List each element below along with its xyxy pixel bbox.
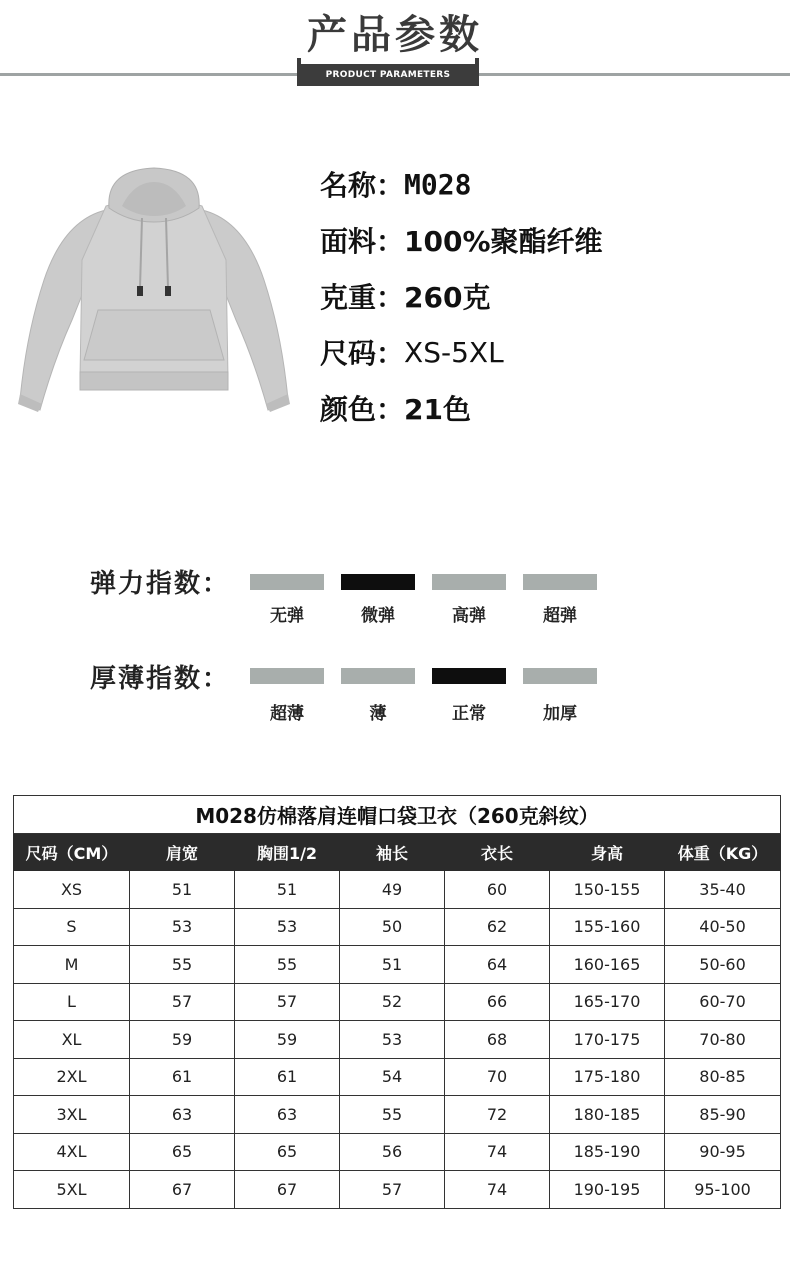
table-cell: 80-85 [665, 1058, 781, 1096]
table-row [14, 1096, 781, 1134]
table-cell: 65 [235, 1133, 340, 1171]
size-table [13, 795, 781, 1209]
table-row [14, 908, 781, 946]
elasticity-bar [432, 574, 506, 590]
table-cell: XS [14, 871, 130, 909]
table-cell: 165-170 [550, 983, 665, 1021]
table-cell: 63 [130, 1096, 235, 1134]
table-cell: 95-100 [665, 1171, 781, 1209]
table-cell: 52 [340, 983, 445, 1021]
spec-value: 260克 [404, 281, 491, 314]
thickness-bar [523, 668, 597, 684]
table-cell: 67 [130, 1171, 235, 1209]
table-cell: 55 [235, 946, 340, 984]
table-row [14, 946, 781, 984]
table-cell: 160-165 [550, 946, 665, 984]
thickness-option: 薄 [369, 704, 387, 724]
table-cell: 190-195 [550, 1171, 665, 1209]
table-cell: 53 [130, 908, 235, 946]
table-cell: 50 [340, 908, 445, 946]
table-cell: 2XL [14, 1058, 130, 1096]
table-cell: L [14, 983, 130, 1021]
spec-label: 面料： [320, 225, 405, 258]
table-cell: 51 [340, 946, 445, 984]
table-cell: 180-185 [550, 1096, 665, 1134]
table-cell: 74 [445, 1133, 550, 1171]
spec-color [320, 380, 603, 436]
hoodie-icon [14, 160, 294, 420]
table-cell: 64 [445, 946, 550, 984]
spec-value: XS-5XL [404, 335, 504, 369]
table-header-cell: 尺码（CM） [14, 834, 130, 871]
spec-size [320, 324, 603, 380]
table-cell: 55 [130, 946, 235, 984]
spec-name [320, 156, 603, 212]
table-cell: 51 [130, 871, 235, 909]
table-cell: 70 [445, 1058, 550, 1096]
table-cell: 49 [340, 871, 445, 909]
table-cell: XL [14, 1021, 130, 1059]
table-cell: 51 [235, 871, 340, 909]
table-header-cell: 体重（KG） [665, 834, 781, 871]
spec-label: 克重： [320, 281, 405, 314]
table-cell: 55 [340, 1096, 445, 1134]
table-header-cell: 肩宽 [130, 834, 235, 871]
table-cell: 57 [235, 983, 340, 1021]
thickness-option: 正常 [452, 704, 486, 724]
table-cell: 62 [445, 908, 550, 946]
table-cell: 57 [340, 1171, 445, 1209]
table-title: M028仿棉落肩连帽口袋卫衣（260克斜纹） [14, 796, 781, 834]
elasticity-option: 无弹 [270, 606, 304, 626]
table-row [14, 1021, 781, 1059]
thickness-bar [250, 668, 324, 684]
table-row [14, 983, 781, 1021]
elasticity-bar [341, 574, 415, 590]
thickness-bar [341, 668, 415, 684]
table-cell: 170-175 [550, 1021, 665, 1059]
elasticity-label: 弹力指数： [90, 569, 231, 599]
elasticity-bar [523, 574, 597, 590]
table-cell: 72 [445, 1096, 550, 1134]
thickness-option: 加厚 [543, 704, 577, 724]
header-subtitle-badge: PRODUCT PARAMETERS [301, 64, 475, 86]
table-cell: 4XL [14, 1133, 130, 1171]
table-header-row [14, 834, 781, 871]
spec-label: 尺码： [320, 337, 405, 370]
table-cell: 60 [445, 871, 550, 909]
table-cell: 59 [235, 1021, 340, 1059]
elasticity-option: 超弹 [543, 606, 577, 626]
table-cell: 67 [235, 1171, 340, 1209]
table-cell: 57 [130, 983, 235, 1021]
table-cell: 59 [130, 1021, 235, 1059]
page-title: 产品参数 [307, 12, 483, 58]
table-cell: 150-155 [550, 871, 665, 909]
spec-label: 名称： [320, 169, 405, 202]
table-row [14, 1058, 781, 1096]
elasticity-option: 微弹 [361, 606, 395, 626]
spec-value: M028 [404, 167, 472, 201]
table-cell: S [14, 908, 130, 946]
table-cell: 56 [340, 1133, 445, 1171]
table-row [14, 1171, 781, 1209]
elasticity-option: 高弹 [452, 606, 486, 626]
table-cell: 3XL [14, 1096, 130, 1134]
spec-fabric [320, 212, 603, 268]
table-cell: 50-60 [665, 946, 781, 984]
table-cell: 5XL [14, 1171, 130, 1209]
table-cell: 175-180 [550, 1058, 665, 1096]
table-cell: 54 [340, 1058, 445, 1096]
table-cell: 63 [235, 1096, 340, 1134]
table-header-cell: 胸围1/2 [235, 834, 340, 871]
table-row [14, 871, 781, 909]
spec-value: 100%聚酯纤维 [404, 225, 603, 258]
table-cell: 185-190 [550, 1133, 665, 1171]
table-cell: 155-160 [550, 908, 665, 946]
spec-weight [320, 268, 603, 324]
table-cell: 85-90 [665, 1096, 781, 1134]
table-cell: 35-40 [665, 871, 781, 909]
product-specs [320, 156, 603, 436]
table-cell: 61 [130, 1058, 235, 1096]
table-cell: 60-70 [665, 983, 781, 1021]
table-cell: 65 [130, 1133, 235, 1171]
table-cell: 70-80 [665, 1021, 781, 1059]
table-cell: 53 [340, 1021, 445, 1059]
thickness-option: 超薄 [270, 704, 304, 724]
table-cell: 90-95 [665, 1133, 781, 1171]
spec-label: 颜色： [320, 393, 405, 426]
table-cell: 40-50 [665, 908, 781, 946]
elasticity-bar [250, 574, 324, 590]
table-row [14, 1133, 781, 1171]
table-cell: 53 [235, 908, 340, 946]
thickness-bar [432, 668, 506, 684]
spec-value: 21色 [404, 393, 471, 426]
table-cell: M [14, 946, 130, 984]
table-cell: 66 [445, 983, 550, 1021]
table-cell: 61 [235, 1058, 340, 1096]
table-body [14, 871, 781, 1209]
table-header-cell: 身高 [550, 834, 665, 871]
table-cell: 74 [445, 1171, 550, 1209]
table-cell: 68 [445, 1021, 550, 1059]
thickness-label: 厚薄指数： [90, 664, 231, 694]
table-header-cell: 衣长 [445, 834, 550, 871]
table-header-cell: 袖长 [340, 834, 445, 871]
